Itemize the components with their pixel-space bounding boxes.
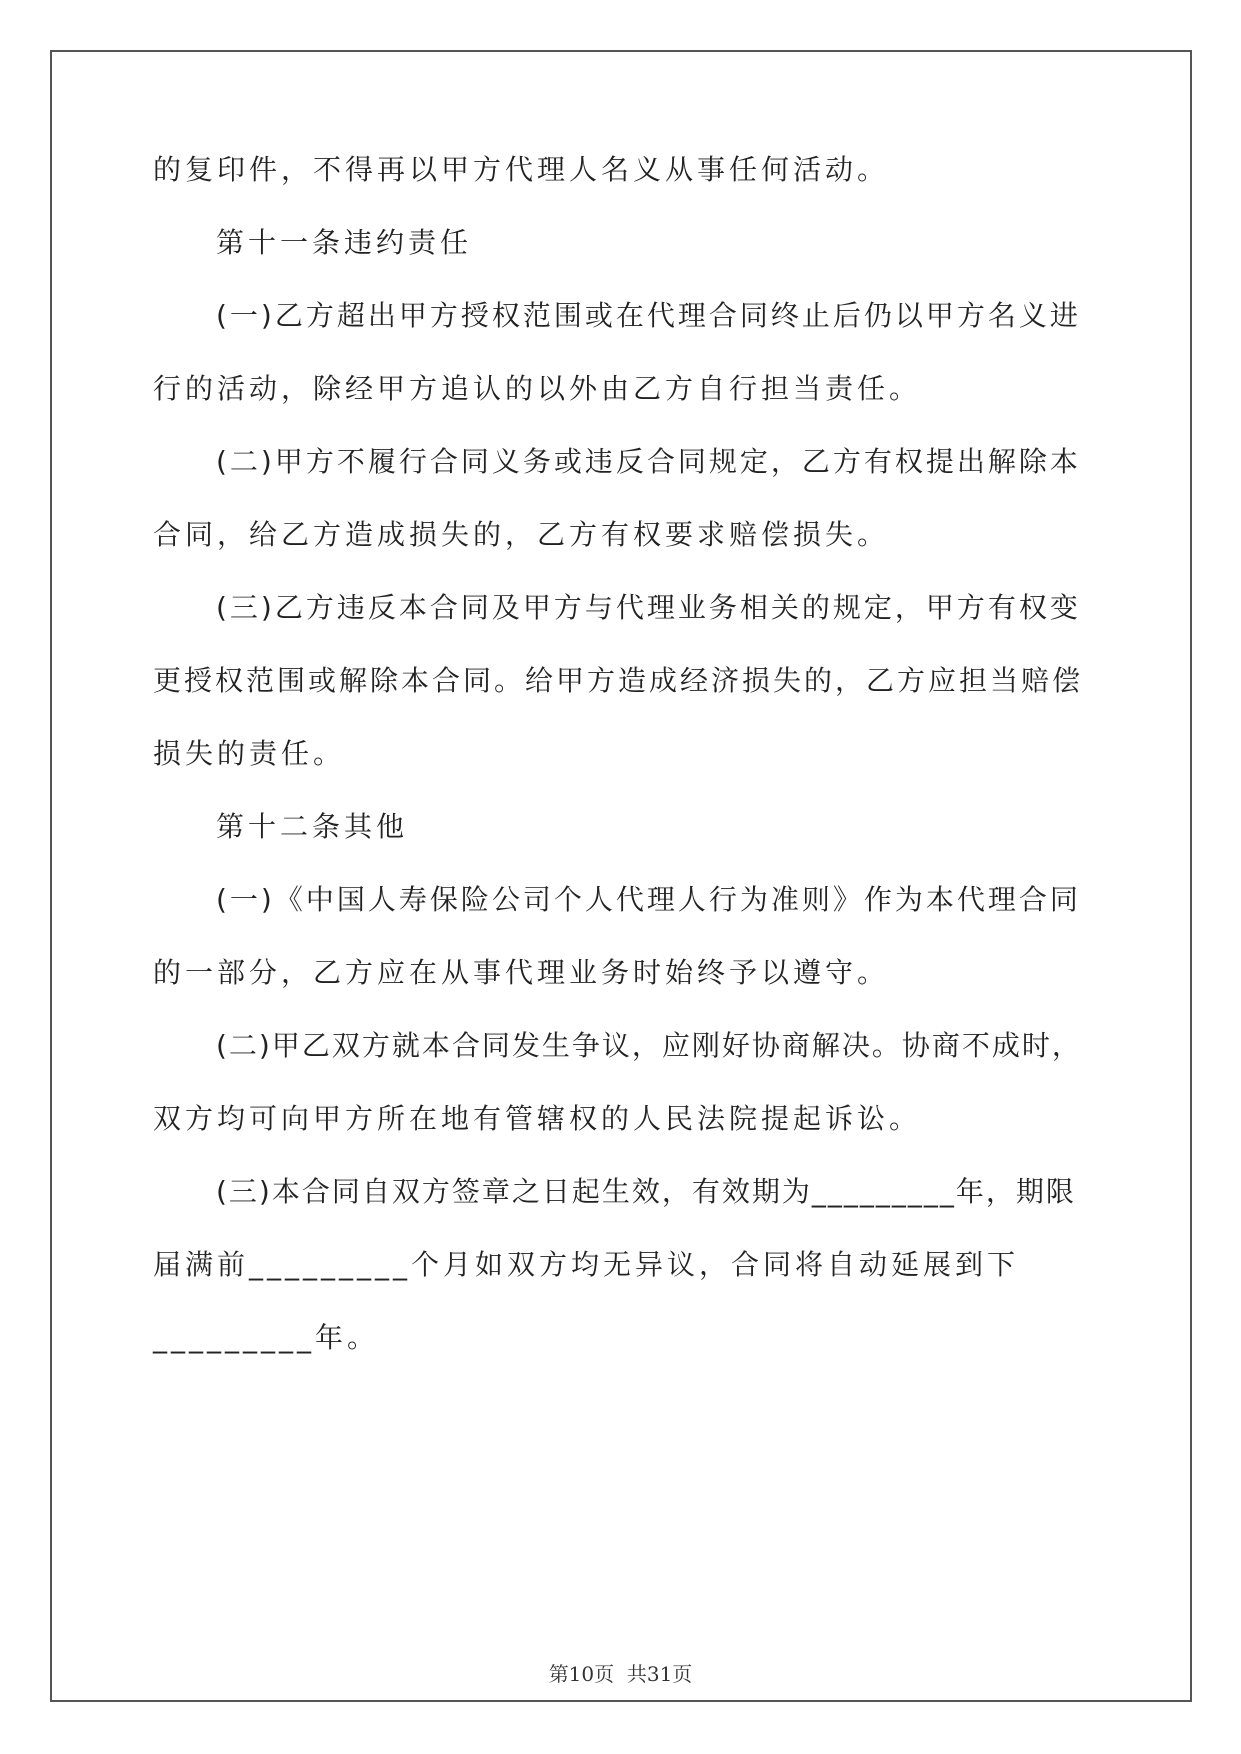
article-12-heading: 第十二条其他 [216,810,409,843]
article-11-heading: 第十一条违约责任 [216,226,473,259]
body-text-line: (二)甲乙双方就本合同发生争议，应刚好协商解决。协商不成时， [216,1029,1082,1062]
body-text-line: 损失的责任。 [153,737,346,770]
body-text-line: 的一部分，乙方应在从事代理业务时始终予以遵守。 [153,956,890,989]
body-text-line: (二)甲方不履行合同义务或违反合同规定，乙方有权提出解除本 [216,445,1081,478]
body-text-line: 届满前_________个月如双方均无异议，合同将自动延展到下 [153,1248,1020,1281]
page-number-footer: 第10页 共31页 [548,1662,693,1686]
body-text-line: 行的活动，除经甲方追认的以外由乙方自行担当责任。 [153,372,922,405]
body-text-line: (一)《中国人寿保险公司个人代理人行为准则》作为本代理合同 [216,883,1081,916]
body-text-line: (三)本合同自双方签章之日起生效，有效期为_________年，期限 [216,1175,1076,1208]
body-text-line: 双方均可向甲方所在地有管辖权的人民法院提起诉讼。 [153,1102,922,1135]
body-text-line: (三)乙方违反本合同及甲方与代理业务相关的规定，甲方有权变 [216,591,1081,624]
body-text-line: 更授权范围或解除本合同。给甲方造成经济损失的，乙方应担当赔偿 [153,664,1084,697]
body-text-line: (一)乙方超出甲方授权范围或在代理合同终止后仍以甲方名义进 [216,299,1081,332]
body-text-line: 合同，给乙方造成损失的，乙方有权要求赔偿损失。 [153,518,890,551]
body-text-line: 的复印件，不得再以甲方代理人名义从事任何活动。 [153,153,890,186]
body-text-line: _________年。 [153,1321,380,1354]
